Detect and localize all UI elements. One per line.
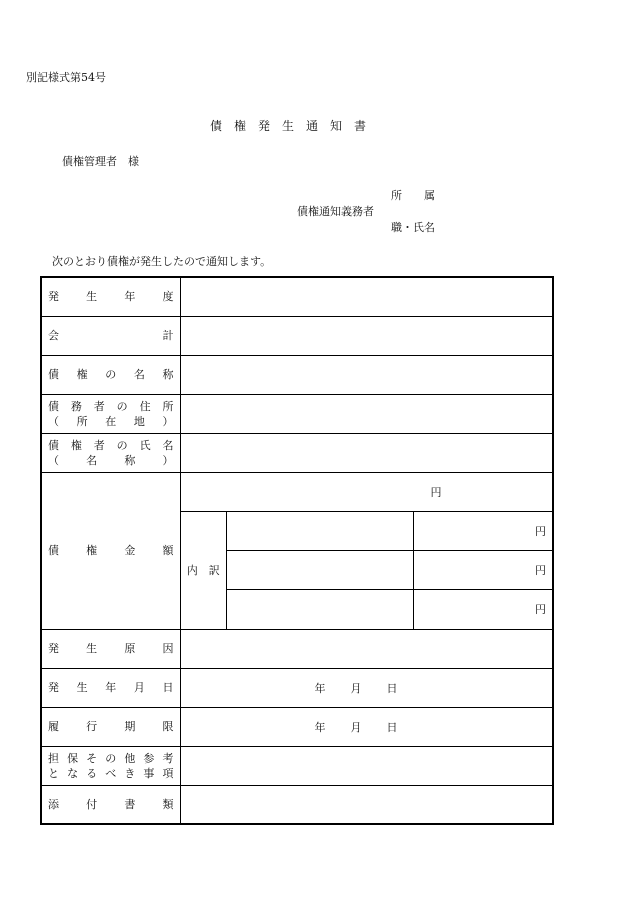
due-month-unit: 月	[350, 720, 362, 734]
label-debtor-name-sub: （ 名 称 ）	[48, 453, 174, 467]
label-debtor-name: 債 権 者 の 氏 名	[48, 438, 174, 452]
due-year-unit: 年	[314, 720, 326, 734]
notification-form-table	[40, 276, 554, 825]
field-date[interactable]	[180, 668, 553, 707]
due-day-unit: 日	[386, 720, 398, 734]
yen-1: 円	[535, 525, 546, 538]
date-month-unit: 月	[350, 681, 362, 695]
yen-3: 円	[535, 603, 546, 617]
field-cause[interactable]	[180, 629, 553, 668]
label-cause: 発 生 原 因	[48, 642, 174, 655]
row-debtor-address	[41, 394, 553, 433]
row-due	[41, 707, 553, 746]
field-breakdown-amount-3[interactable]	[414, 590, 553, 629]
label-collateral-sub: と な る べ き 事 項	[48, 766, 174, 780]
label-year: 発 生 年 度	[48, 290, 174, 304]
label-debtor-address: 債 務 者 の 住 所	[48, 399, 174, 413]
sender-dept-label: 所 属	[391, 189, 435, 202]
yen-total: 円	[430, 485, 442, 499]
row-amount	[41, 472, 553, 629]
row-debtor-name	[41, 433, 553, 472]
row-claim-name	[41, 355, 553, 394]
field-collateral[interactable]	[180, 746, 553, 785]
field-breakdown-item-1[interactable]	[227, 512, 414, 551]
field-year[interactable]	[180, 277, 553, 316]
label-attachments: 添 付 書 類	[48, 797, 174, 811]
row-attachments	[41, 785, 553, 824]
label-breakdown: 内 訳	[181, 512, 227, 629]
intro-text: 次のとおり債権が発生したので通知します。	[52, 255, 272, 268]
label-amount: 債 権 金 額	[48, 544, 174, 557]
label-collateral: 担 保 そ の 他 参 考	[48, 751, 174, 765]
date-year-unit: 年	[314, 681, 326, 695]
field-debtor-address[interactable]	[180, 394, 553, 433]
field-claim-name[interactable]	[180, 355, 553, 394]
form-number: 別記様式第54号	[26, 71, 106, 84]
field-amount-total[interactable]	[181, 473, 553, 512]
field-breakdown-amount-1[interactable]	[414, 512, 553, 551]
sender-name-label: 職・氏名	[391, 221, 435, 234]
field-attachments[interactable]	[180, 785, 553, 824]
row-account	[41, 316, 553, 355]
label-due: 履 行 期 限	[48, 720, 174, 733]
document-title: 債 権 発 生 通 知 書	[210, 119, 367, 133]
field-account[interactable]	[180, 316, 553, 355]
sender-role-label: 債権通知義務者	[297, 205, 374, 218]
amount-subtable	[181, 473, 553, 629]
date-day-unit: 日	[386, 681, 398, 695]
row-cause	[41, 629, 553, 668]
field-breakdown-item-2[interactable]	[227, 551, 414, 590]
yen-2: 円	[535, 564, 546, 577]
row-collateral	[41, 746, 553, 785]
row-year	[41, 277, 553, 316]
field-debtor-name[interactable]	[180, 433, 553, 472]
field-due[interactable]	[180, 707, 553, 746]
field-breakdown-amount-2[interactable]	[414, 551, 553, 590]
label-claim-name: 債 権 の 名 称	[48, 368, 174, 381]
label-date: 発 生 年 月 日	[48, 681, 174, 694]
label-account: 会 計	[48, 329, 174, 342]
label-debtor-address-sub: （ 所 在 地 ）	[48, 414, 174, 428]
row-date	[41, 668, 553, 707]
addressee: 債権管理者 様	[62, 155, 139, 168]
field-breakdown-item-3[interactable]	[227, 590, 414, 629]
